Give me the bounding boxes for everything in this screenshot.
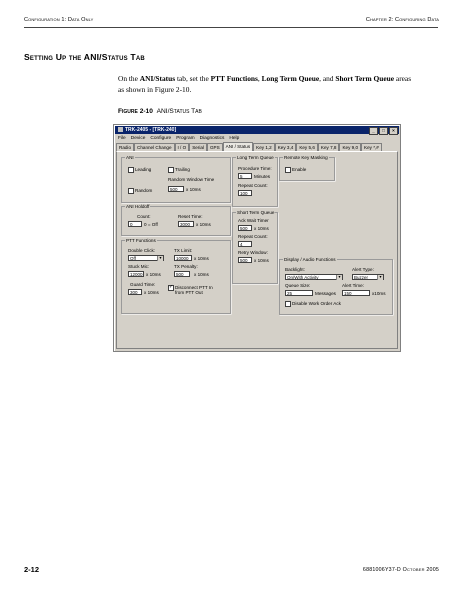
ptt-functions-group xyxy=(121,240,231,314)
remote-key-enable-checkbox[interactable] xyxy=(285,167,291,173)
alert-time-unit: x10ms xyxy=(372,291,386,296)
double-click-select[interactable]: Off ▼ xyxy=(130,256,163,261)
stuck-mic-unit: x 10ms xyxy=(146,272,161,277)
app-window xyxy=(113,124,401,352)
page-number: 2-12 xyxy=(24,565,40,574)
short-term-queue-group xyxy=(232,212,278,284)
tab-key-3-4[interactable]: Key 3,4 xyxy=(275,143,297,151)
ack-wait-unit: x 10ms xyxy=(254,226,269,231)
random-label: Random xyxy=(135,188,153,193)
count-unit: 0 = Off xyxy=(144,222,158,227)
alert-time-input[interactable]: 150 xyxy=(342,290,370,296)
disable-work-order-ack-checkbox[interactable] xyxy=(285,301,291,307)
tab-ani-status[interactable]: ANI / Status xyxy=(223,142,254,151)
leading-checkbox[interactable] xyxy=(128,167,134,173)
random-window-unit: x 10ms xyxy=(186,187,201,192)
ani-holdoff-label: ANI Holdoff xyxy=(126,204,150,209)
alert-type-select[interactable]: Buzzer ▼ xyxy=(354,275,383,280)
count-label: Count: xyxy=(137,214,151,219)
ani-group xyxy=(121,157,231,203)
trailing-checkbox[interactable] xyxy=(168,167,174,173)
stuck-mic-input[interactable]: 12000 xyxy=(130,272,143,277)
running-header-left: Configuration 1: Data Only xyxy=(24,17,94,23)
section-title: Setting Up the ANI/Status Tab xyxy=(24,52,145,62)
close-icon[interactable]: × xyxy=(389,127,398,135)
guard-time-unit: x 10ms xyxy=(144,290,159,295)
tab-key-star-hash[interactable]: Key *,# xyxy=(361,143,382,151)
menu-program[interactable]: Program xyxy=(176,136,195,141)
messages-label: Messages xyxy=(315,291,336,296)
remote-key-masking-group xyxy=(279,157,335,181)
guard-time-label: Guard Time: xyxy=(130,282,156,287)
backlight-label: Backlight: xyxy=(285,267,305,272)
procedure-time-label: Procedure Time: xyxy=(238,166,272,171)
short-repeat-count-label: Repeat Count: xyxy=(238,234,268,239)
tab-key-5-6[interactable]: Key 5,6 xyxy=(296,143,318,151)
tab-key-1-2[interactable]: Key 1,2 xyxy=(253,143,275,151)
random-window-input[interactable]: 500 xyxy=(168,186,184,192)
long-repeat-count-label: Repeat Count: xyxy=(238,183,268,188)
tab-radio[interactable]: Radio xyxy=(116,143,134,151)
long-repeat-count-input[interactable]: 100 xyxy=(238,190,252,196)
tx-limit-input[interactable]: 10000 xyxy=(174,255,192,261)
reset-time-input[interactable]: 3000 xyxy=(178,221,194,227)
tab-key-9-0[interactable]: Key 9,0 xyxy=(339,143,361,151)
guard-time-input[interactable]: 300 xyxy=(128,289,142,295)
chevron-down-icon: ▼ xyxy=(337,275,342,279)
reset-time-unit: x 10ms xyxy=(196,222,211,227)
chevron-down-icon: ▼ xyxy=(378,275,383,279)
figure-caption: Figure 2-10 ANI/Status Tab xyxy=(118,108,202,115)
menu-file[interactable]: File xyxy=(118,136,126,141)
tx-penalty-input[interactable]: 500 xyxy=(174,271,190,277)
procedure-time-input[interactable]: 5 xyxy=(238,173,252,179)
remote-key-masking-label: Remote Key Masking xyxy=(284,155,328,160)
running-header-right: Chapter 2: Configuring Data xyxy=(365,17,439,23)
display-audio-label: Display / Audio Functions xyxy=(284,257,336,262)
trailing-label: Trailing xyxy=(175,167,190,172)
long-term-queue-label: Long Term Queue xyxy=(237,155,274,160)
ani-holdoff-group xyxy=(121,206,231,236)
menu-configure[interactable]: Configure xyxy=(150,136,172,141)
maximize-icon[interactable]: □ xyxy=(379,127,388,135)
tab-strip xyxy=(116,143,382,151)
random-checkbox[interactable] xyxy=(128,188,134,194)
short-term-queue-label: Short Term Queue xyxy=(237,210,275,215)
double-click-label: Double Click: xyxy=(128,248,156,253)
long-term-queue-group xyxy=(232,157,278,207)
ptt-functions-label: PTT Functions xyxy=(126,238,156,243)
tx-limit-label: TX Limit: xyxy=(174,248,193,253)
ack-wait-label: Ack Wait Timer xyxy=(238,218,269,223)
chevron-down-icon: ▼ xyxy=(158,256,163,260)
ani-group-label: ANI xyxy=(126,155,134,160)
minutes-label: Minutes xyxy=(254,174,271,179)
disconnect-ptt-checkbox[interactable] xyxy=(168,285,174,291)
retry-window-input[interactable]: 500 xyxy=(238,257,252,263)
random-window-time-label: Random Window Time xyxy=(168,177,215,182)
tx-penalty-label: TX Penalty: xyxy=(174,264,198,269)
alert-time-label: Alert Time: xyxy=(342,283,364,288)
tab-channel-change[interactable]: Channel Change xyxy=(134,143,174,151)
minimize-icon[interactable]: _ xyxy=(369,127,378,135)
body-paragraph: On the ANI/Status tab, set the PTT Functions, Long Term Queue, and Short Term Queue areas as shown in Figure 2-10. xyxy=(118,74,412,94)
document-id: 6881006Y37-D October 2005 xyxy=(362,567,439,573)
app-icon xyxy=(118,127,123,132)
queue-size-label: Queue Size: xyxy=(285,283,311,288)
tab-serial[interactable]: Serial xyxy=(189,143,207,151)
header-rule xyxy=(24,27,438,28)
menu-help[interactable]: Help xyxy=(229,136,240,141)
stuck-mic-label: Stuck Mic: xyxy=(128,264,150,269)
menu-device[interactable]: Device xyxy=(130,136,146,141)
ack-wait-input[interactable]: 500 xyxy=(238,225,252,231)
tx-limit-unit: x 10ms xyxy=(194,256,209,261)
tab-panel xyxy=(116,151,398,349)
tx-penalty-unit: x 10ms xyxy=(194,272,209,277)
leading-label: Leading xyxy=(135,167,152,172)
menu-bar xyxy=(116,135,239,142)
window-titlebar: TRK-2405 - [TRK-240] _ □ × xyxy=(115,126,399,134)
reset-time-label: Reset Time: xyxy=(178,214,203,219)
queue-size-input[interactable]: 25 xyxy=(285,290,313,296)
menu-diagnostics[interactable]: Diagnostics xyxy=(199,136,225,141)
short-repeat-count-input[interactable]: 4 xyxy=(238,241,252,247)
remote-key-enable-label: Enable xyxy=(292,167,307,172)
tab-key-7-8[interactable]: Key 7,8 xyxy=(318,143,340,151)
display-audio-group xyxy=(279,259,393,315)
retry-window-unit: x 10ms xyxy=(254,258,269,263)
backlight-select[interactable]: On/With Activity ▼ xyxy=(287,275,342,280)
tab-io[interactable]: I / O xyxy=(175,143,190,151)
disconnect-ptt-label: Disconnect PTT In from PTT Out xyxy=(175,285,213,295)
disable-work-order-ack-label: Disable Work Order Ack xyxy=(292,301,341,306)
alert-type-label: Alert Type: xyxy=(352,267,374,272)
count-input[interactable]: 0 xyxy=(128,221,142,227)
retry-window-label: Retry Window: xyxy=(238,250,268,255)
tab-gps[interactable]: GPS xyxy=(207,143,223,151)
